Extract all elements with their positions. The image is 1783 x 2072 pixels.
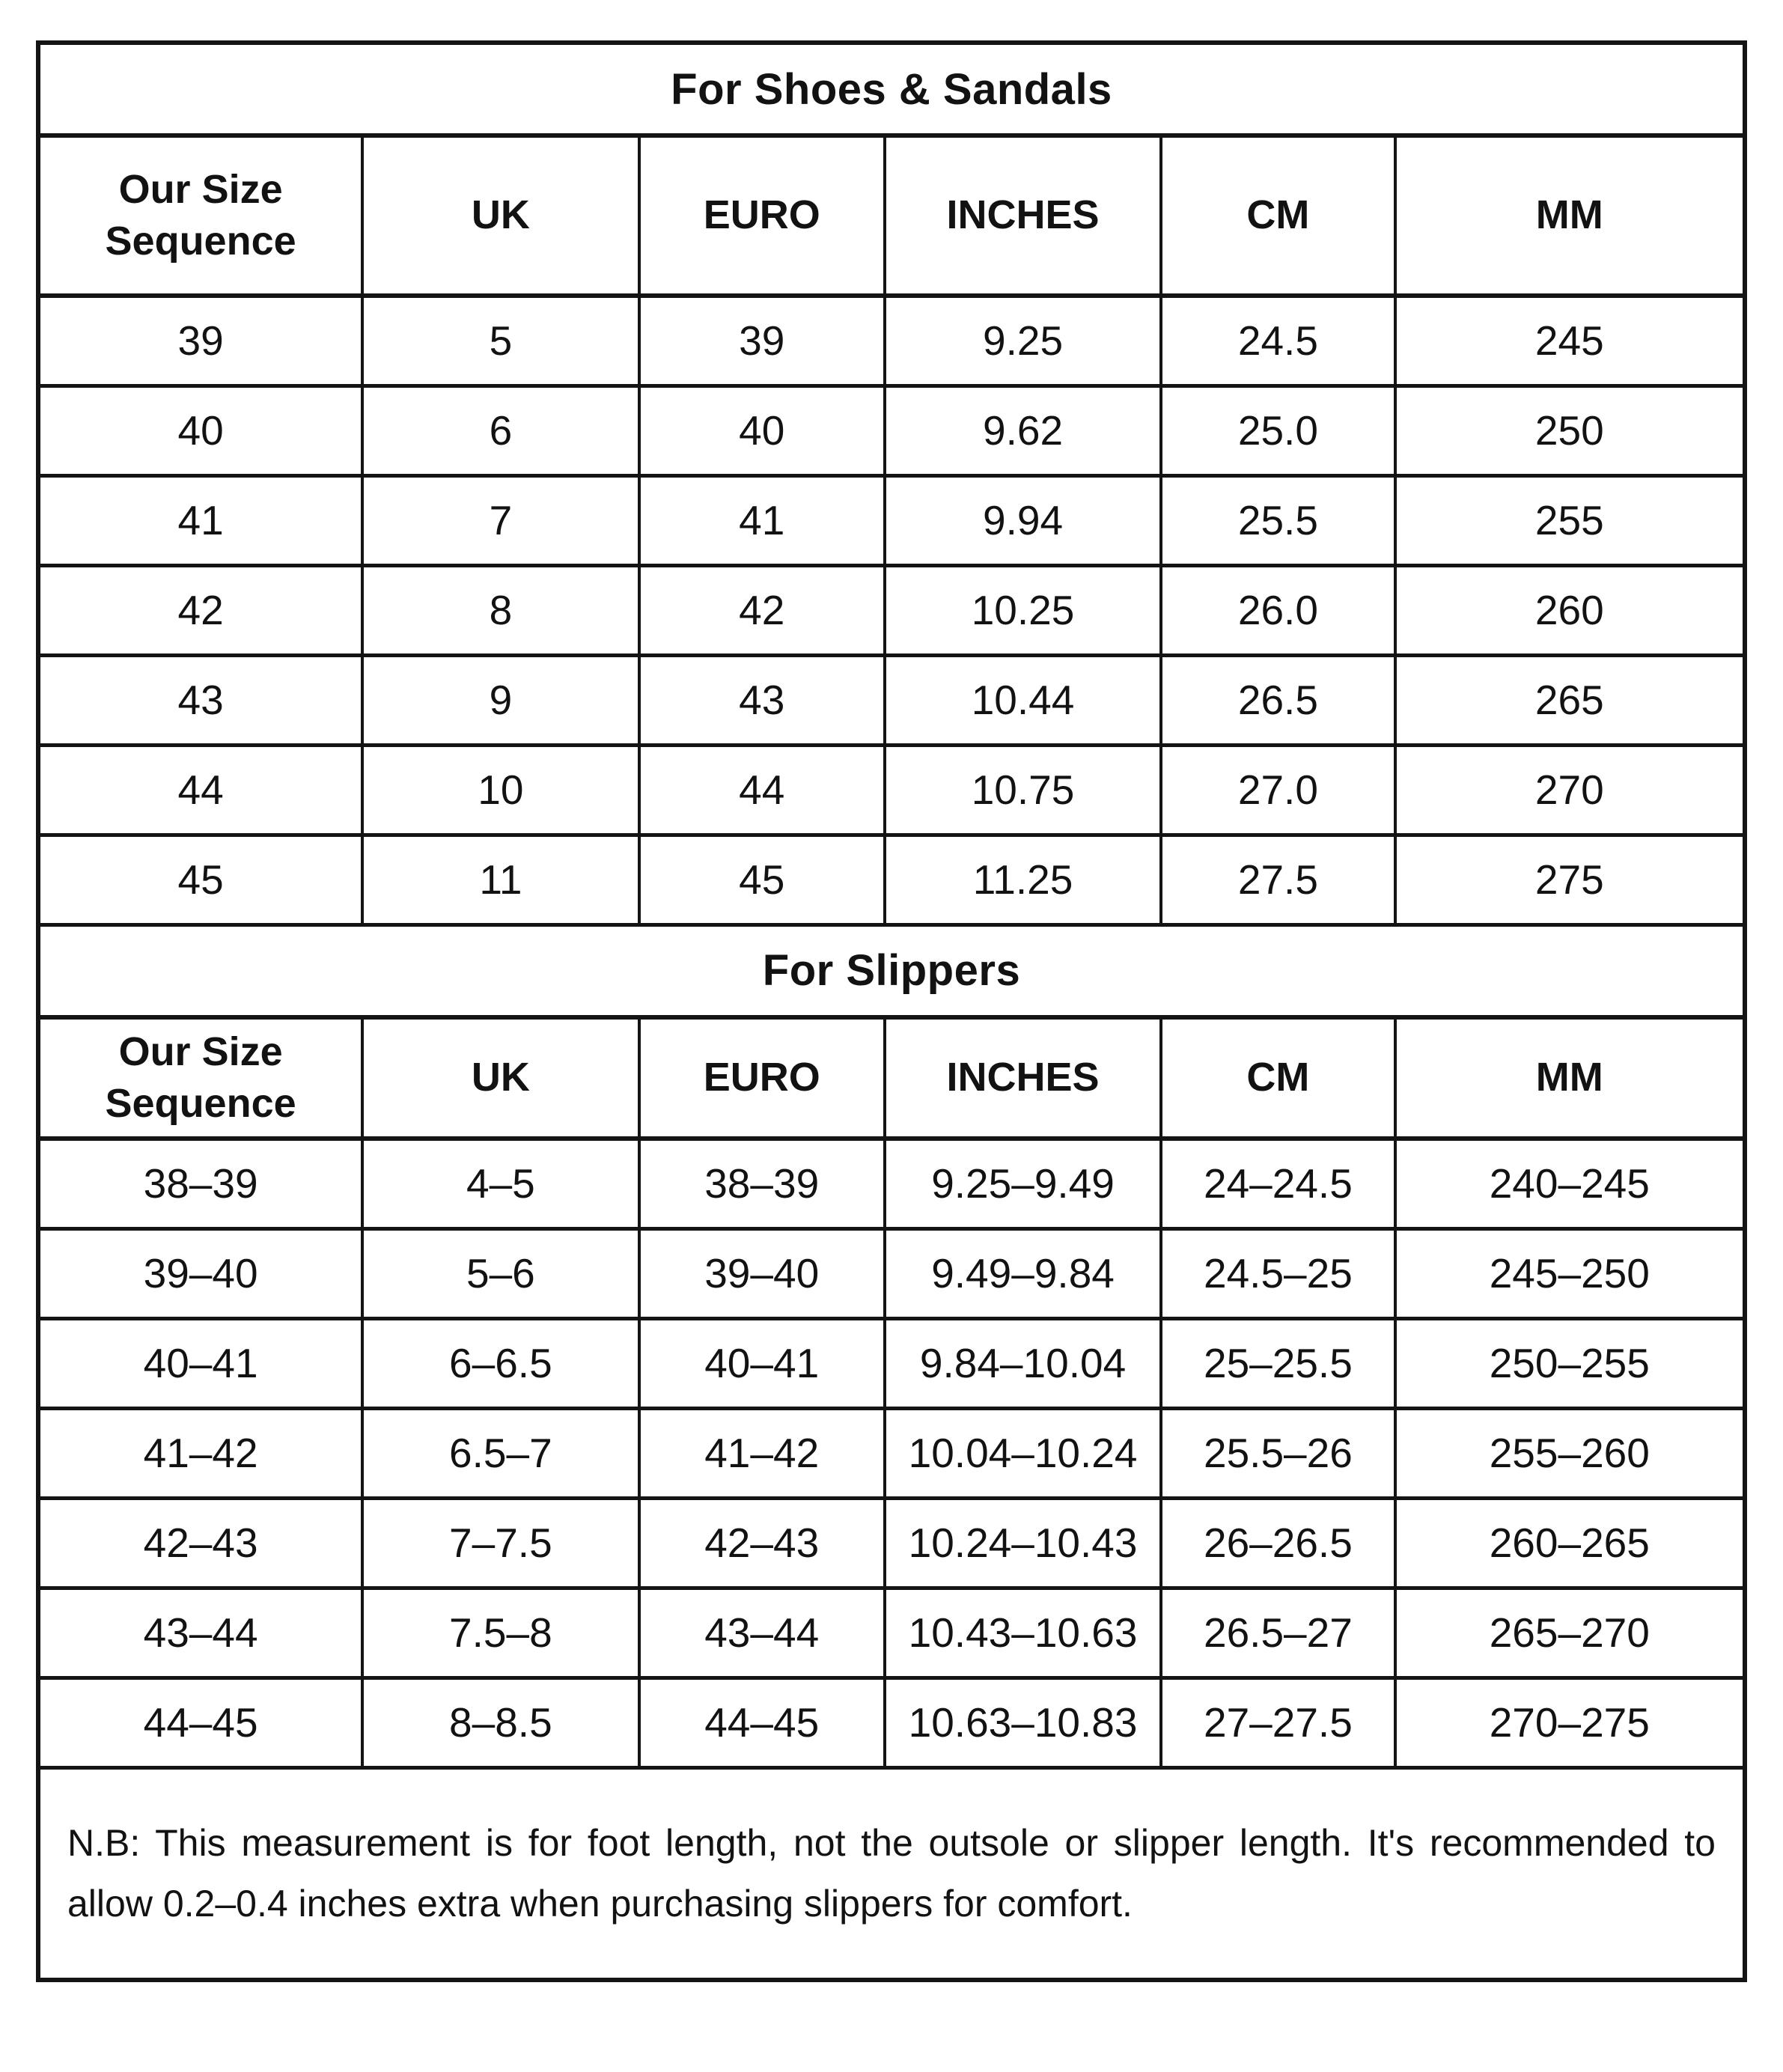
table-row: [38, 565, 1745, 655]
column-header-row: [38, 1017, 1745, 1139]
table-row: [38, 655, 1745, 745]
size-cell: 41: [38, 475, 362, 565]
size-cell: 43: [639, 655, 885, 745]
size-cell: 44: [639, 745, 885, 835]
column-header-inches: INCHES: [885, 135, 1161, 296]
size-cell: 250–255: [1395, 1318, 1745, 1408]
size-cell: 265: [1395, 655, 1745, 745]
size-cell: 24.5: [1161, 296, 1395, 386]
size-cell: 10: [362, 745, 638, 835]
table-row: [38, 745, 1745, 835]
size-cell: 39–40: [38, 1228, 362, 1318]
size-cell: 265–270: [1395, 1588, 1745, 1678]
size-cell: 11.25: [885, 835, 1161, 924]
size-cell: 255: [1395, 475, 1745, 565]
column-header-row: [38, 135, 1745, 296]
size-cell: 9.25: [885, 296, 1161, 386]
column-header-euro: EURO: [639, 135, 885, 296]
size-cell: 25–25.5: [1161, 1318, 1395, 1408]
size-cell: 240–245: [1395, 1139, 1745, 1228]
size-cell: 10.04–10.24: [885, 1408, 1161, 1498]
table-row: [38, 1228, 1745, 1318]
size-cell: 4–5: [362, 1139, 638, 1228]
size-cell: 7.5–8: [362, 1588, 638, 1678]
size-cell: 38–39: [38, 1139, 362, 1228]
size-cell: 7–7.5: [362, 1498, 638, 1588]
table-row: [38, 1498, 1745, 1588]
size-cell: 260–265: [1395, 1498, 1745, 1588]
size-cell: 255–260: [1395, 1408, 1745, 1498]
size-cell: 42–43: [38, 1498, 362, 1588]
table-row: [38, 475, 1745, 565]
size-cell: 24–24.5: [1161, 1139, 1395, 1228]
column-header-uk: UK: [362, 135, 638, 296]
size-cell: 40–41: [639, 1318, 885, 1408]
size-cell: 245: [1395, 296, 1745, 386]
size-cell: 10.63–10.83: [885, 1678, 1161, 1767]
size-cell: 5–6: [362, 1228, 638, 1318]
size-cell: 9.94: [885, 475, 1161, 565]
size-cell: 40–41: [38, 1318, 362, 1408]
size-cell: 27–27.5: [1161, 1678, 1395, 1767]
column-header-our-size-sequence: Our Size Sequence: [38, 135, 362, 296]
size-cell: 25.0: [1161, 386, 1395, 475]
size-cell: 5: [362, 296, 638, 386]
size-cell: 9.84–10.04: [885, 1318, 1161, 1408]
section-title-row: [38, 43, 1745, 135]
size-cell: 40: [639, 386, 885, 475]
size-cell: 11: [362, 835, 638, 924]
size-cell: 10.24–10.43: [885, 1498, 1161, 1588]
size-cell: 24.5–25: [1161, 1228, 1395, 1318]
size-cell: 38–39: [639, 1139, 885, 1228]
size-cell: 270–275: [1395, 1678, 1745, 1767]
table-row: [38, 1318, 1745, 1408]
size-cell: 10.43–10.63: [885, 1588, 1161, 1678]
size-cell: 9: [362, 655, 638, 745]
size-cell: 8: [362, 565, 638, 655]
size-cell: 275: [1395, 835, 1745, 924]
size-cell: 44–45: [639, 1678, 885, 1767]
size-cell: 10.44: [885, 655, 1161, 745]
size-cell: 43–44: [38, 1588, 362, 1678]
size-cell: 9.49–9.84: [885, 1228, 1161, 1318]
column-header-uk: UK: [362, 1017, 638, 1139]
size-cell: 7: [362, 475, 638, 565]
table-row: [38, 1678, 1745, 1767]
column-header-mm: MM: [1395, 135, 1745, 296]
table-row: [38, 386, 1745, 475]
size-cell: 27.0: [1161, 745, 1395, 835]
size-cell: 25.5–26: [1161, 1408, 1395, 1498]
note-text: N.B: This measurement is for foot length, not the outsole or slipper length. It's recommended to allow 0.2–0.4 inches extra when purchasing slippers for comfort.: [38, 1767, 1745, 1980]
size-cell: 39: [38, 296, 362, 386]
section-title-shoes-sandals: For Shoes & Sandals: [38, 43, 1745, 135]
column-header-our-size-sequence: Our Size Sequence: [38, 1017, 362, 1139]
size-cell: 42: [38, 565, 362, 655]
size-cell: 39: [639, 296, 885, 386]
size-cell: 45: [38, 835, 362, 924]
size-chart: [36, 40, 1747, 1982]
size-cell: 26.5–27: [1161, 1588, 1395, 1678]
size-cell: 245–250: [1395, 1228, 1745, 1318]
column-header-cm: CM: [1161, 1017, 1395, 1139]
table-row: [38, 1408, 1745, 1498]
size-cell: 41–42: [38, 1408, 362, 1498]
table-row: [38, 296, 1745, 386]
table-row: [38, 1588, 1745, 1678]
size-chart-table: [36, 40, 1747, 1982]
size-cell: 26.5: [1161, 655, 1395, 745]
size-cell: 6–6.5: [362, 1318, 638, 1408]
column-header-euro: EURO: [639, 1017, 885, 1139]
size-cell: 270: [1395, 745, 1745, 835]
size-cell: 9.62: [885, 386, 1161, 475]
size-cell: 10.25: [885, 565, 1161, 655]
note-row: [38, 1767, 1745, 1980]
size-cell: 6.5–7: [362, 1408, 638, 1498]
size-cell: 9.25–9.49: [885, 1139, 1161, 1228]
size-cell: 26–26.5: [1161, 1498, 1395, 1588]
size-cell: 43: [38, 655, 362, 745]
table-row: [38, 1139, 1745, 1228]
size-cell: 260: [1395, 565, 1745, 655]
size-cell: 42–43: [639, 1498, 885, 1588]
table-row: [38, 835, 1745, 924]
size-cell: 41: [639, 475, 885, 565]
section-title-row: [38, 924, 1745, 1017]
size-cell: 250: [1395, 386, 1745, 475]
column-header-inches: INCHES: [885, 1017, 1161, 1139]
size-cell: 44: [38, 745, 362, 835]
size-cell: 10.75: [885, 745, 1161, 835]
size-cell: 42: [639, 565, 885, 655]
size-cell: 27.5: [1161, 835, 1395, 924]
size-cell: 40: [38, 386, 362, 475]
column-header-cm: CM: [1161, 135, 1395, 296]
size-cell: 8–8.5: [362, 1678, 638, 1767]
size-cell: 25.5: [1161, 475, 1395, 565]
size-cell: 39–40: [639, 1228, 885, 1318]
section-title-slippers: For Slippers: [38, 924, 1745, 1017]
size-cell: 6: [362, 386, 638, 475]
size-cell: 44–45: [38, 1678, 362, 1767]
size-cell: 43–44: [639, 1588, 885, 1678]
size-cell: 41–42: [639, 1408, 885, 1498]
size-cell: 26.0: [1161, 565, 1395, 655]
column-header-mm: MM: [1395, 1017, 1745, 1139]
size-cell: 45: [639, 835, 885, 924]
